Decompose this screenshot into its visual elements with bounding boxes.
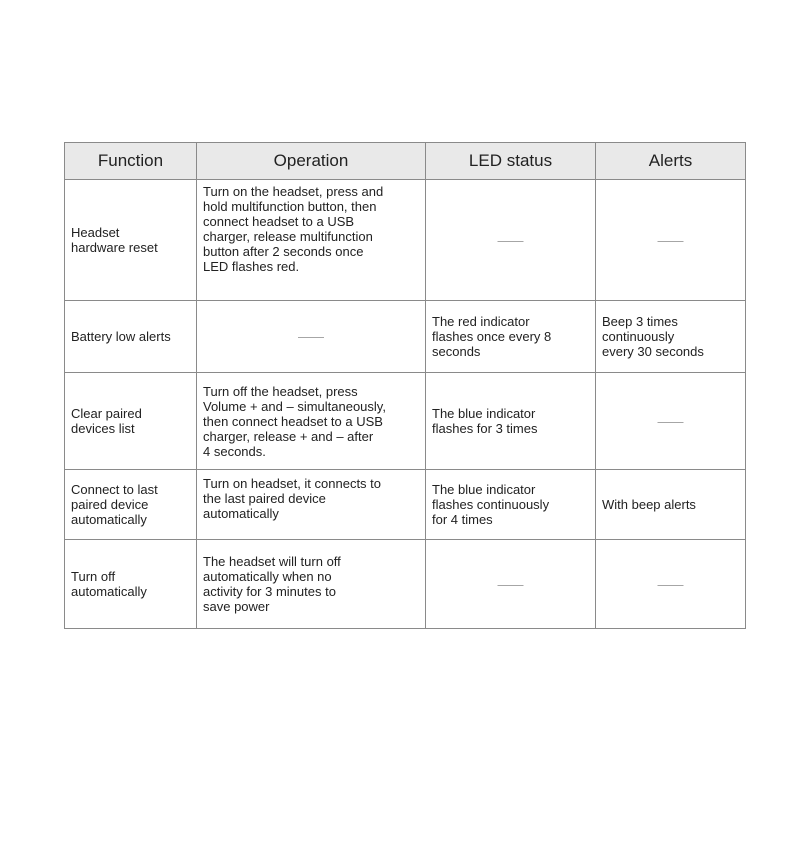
table-row (65, 373, 746, 470)
cell-alerts (596, 540, 746, 629)
cell-alerts (596, 373, 746, 470)
cell-text: Turn off the headset, press Volume + and – simultaneously, then connect headset to a USB charger, release + and – after 4 seconds. (203, 383, 386, 459)
cell-text: Turn off automatically (71, 569, 147, 599)
dash-placeholder: —— (497, 232, 524, 248)
header-function: Function (65, 143, 197, 180)
dash-placeholder: —— (657, 413, 684, 429)
table-row (65, 540, 746, 629)
cell-text: Connect to last paired device automatically (71, 482, 158, 527)
header-alerts: Alerts (596, 143, 746, 180)
cell-text: The blue indicator flashes for 3 times (432, 406, 538, 436)
table-row (65, 180, 746, 301)
cell-operation (197, 470, 426, 540)
cell-function (65, 540, 197, 629)
cell-operation (197, 180, 426, 301)
cell-alerts (596, 180, 746, 301)
dash-placeholder: —— (657, 232, 684, 248)
cell-led-status (426, 540, 596, 629)
cell-function (65, 373, 197, 470)
cell-alerts (596, 470, 746, 540)
table-header-row (65, 143, 746, 180)
cell-text: Headset hardware reset (71, 225, 158, 255)
cell-alerts (596, 301, 746, 373)
cell-text: Turn on headset, it connects to the last paired device automatically (203, 476, 382, 521)
cell-operation (197, 373, 426, 470)
dash-placeholder: —— (657, 576, 684, 592)
dash-placeholder: —— (298, 329, 324, 344)
table-row (65, 470, 746, 540)
cell-text: The red indicator flashes once every 8 seconds (432, 314, 552, 359)
cell-led-status (426, 373, 596, 470)
function-table-container (64, 142, 745, 629)
table-row (65, 301, 746, 373)
cell-text: With beep alerts (602, 497, 696, 512)
cell-text: Clear paired devices list (71, 406, 142, 436)
cell-function (65, 180, 197, 301)
header-led-status: LED status (426, 143, 596, 180)
cell-text: Battery low alerts (71, 329, 171, 344)
dash-placeholder: —— (497, 576, 524, 592)
cell-function (65, 470, 197, 540)
header-operation: Operation (197, 143, 426, 180)
cell-operation (197, 540, 426, 629)
cell-led-status (426, 470, 596, 540)
cell-text: Turn on the headset, press and hold multifunction button, then connect headset to a USB charger, release multifunction button after 2 seconds once LED flashes red. (203, 184, 384, 274)
cell-operation (197, 301, 426, 373)
cell-text: Beep 3 times continuously every 30 seconds (602, 314, 704, 359)
cell-text: The headset will turn off automatically when no activity for 3 minutes to save power (203, 554, 341, 614)
cell-function (65, 301, 197, 373)
cell-led-status (426, 301, 596, 373)
function-table (64, 142, 746, 629)
cell-led-status (426, 180, 596, 301)
cell-text: The blue indicator flashes continuously for 4 times (432, 482, 550, 527)
